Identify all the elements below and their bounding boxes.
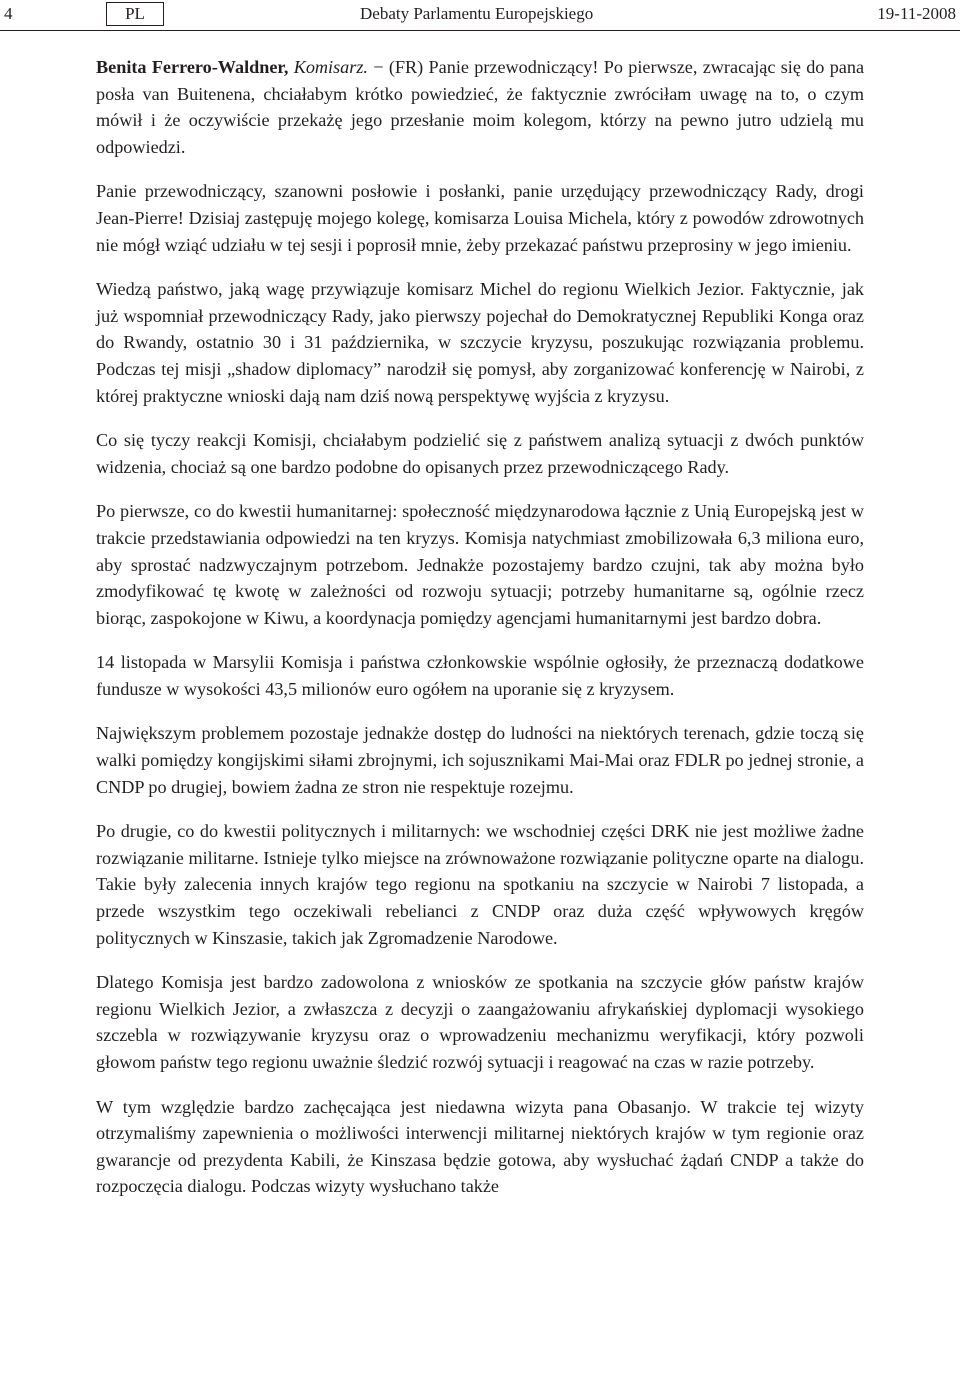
speech-intro-paragraph bbox=[96, 54, 864, 160]
paragraph: Co się tyczy reakcji Komisji, chciałabym podzielić się z państwem analizą sytuacji z dwóch punktów widzenia, chociaż są one bardzo podobne do opisanych przez przewodniczącego Rady. bbox=[96, 430, 864, 477]
speaker-role: Komisarz. bbox=[293, 57, 368, 77]
paragraph: Po pierwsze, co do kwestii humanitarnej: społeczność międzynarodowa łącznie z Unią Europejską jest w trakcie przedstawiania odpowiedzi na ten kryzys. Komisja natychmiast zmobilizowała 6,3 miliona euro, aby sprostać nadzwyczajnym potrzebom. Jednakże pozostajemy bardzo czujni, tak aby można było zmodyfikować tę kwotę w zależności od rozwoju sytuacji; potrzeby humanitarne są, ogólnie rzecz biorąc, zaspokojone w Kiwu, a koordynacja pomiędzy agencjami humanitarnymi jest bardzo dobra. bbox=[96, 501, 864, 628]
paragraph: Po drugie, co do kwestii politycznych i militarnych: we wschodniej części DRK nie jest możliwe żadne rozwiązanie militarne. Istnieje tylko miejsce na zrównoważone rozwiązanie polityczne oparte na dialogu. Takie były zalecenia innych krajów tego regionu na spotkaniu na szczycie w Nairobi 7 listopada, a przede wszystkim tego oczekiwali rebelianci z CNDP oraz duża część wpływowych kręgów politycznych w Kinszasie, takich jak Zgromadzenie Narodowe. bbox=[96, 821, 864, 948]
document-body bbox=[96, 54, 864, 1218]
document-title: Debaty Parlamentu Europejskiego bbox=[360, 4, 594, 23]
page-header bbox=[0, 0, 960, 31]
language-label: PL bbox=[106, 2, 164, 26]
paragraph: W tym względzie bardzo zachęcająca jest niedawna wizyta pana Obasanjo. W trakcie tej wizyty otrzymaliśmy zapewnienia o możliwości interwencji militarnej niektórych krajów w tym regionie oraz gwarancje od prezydenta Kabili, że Kinszasa będzie gotowa, aby wysłuchać żądań CNDP a także do rozpoczęcia dialogu. Podczas wizyty wysłuchano także bbox=[96, 1096, 864, 1197]
document-date: 19-11-2008 bbox=[877, 4, 956, 23]
page-number: 4 bbox=[4, 4, 13, 23]
intro-text: Panie przewodniczący! Po pierwsze, zwracając się do pana posła van Buitenena, chciałabym krótko powiedzieć, że faktycznie zwróciłam uwagę na to, o czym mówił i że oczywiście przekażę jego przesłanie moim kolegom, którzy na pewno jutro udzielą mu odpowiedzi. bbox=[96, 57, 865, 157]
paragraph: 14 listopada w Marsylii Komisja i państwa członkowskie wspólnie ogłosiły, że przeznaczą dodatkowe fundusze w wysokości 43,5 milionów euro ogółem na uporanie się z kryzysem. bbox=[96, 652, 864, 699]
language-marker: − (FR) bbox=[373, 57, 424, 77]
paragraph: Wiedzą państwo, jaką wagę przywiązuje komisarz Michel do regionu Wielkich Jezior. Faktycznie, jak już wspomniał przewodniczący Rady, jako pierwszy pojechał do Demokratycznej Republiki Konga oraz do Rwandy, ostatnio 30 i 31 października, w szczycie kryzysu, poszukując rozwiązania problemu. Podczas tej misji „shadow diplomacy” narodził się pomysł, aby zorganizować konferencję w Nairobi, z której praktyczne wnioski dają nam dziś nową perspektywę wyjścia z kryzysu. bbox=[96, 279, 864, 406]
paragraph: Największym problemem pozostaje jednakże dostęp do ludności na niektórych terenach, gdzie toczą się walki pomiędzy kongijskimi siłami zbrojnymi, ich sojusznikami Mai-Mai oraz FDLR po jednej stronie, a CNDP po drugiej, bowiem żadna ze stron nie respektuje rozejmu. bbox=[96, 723, 864, 797]
speaker-name: Benita Ferrero-Waldner, bbox=[96, 57, 289, 77]
paragraph: Panie przewodniczący, szanowni posłowie i posłanki, panie urzędujący przewodniczący Rady, drogi Jean-Pierre! Dzisiaj zastępuję mojego kolegę, komisarza Louisa Michela, który z powodów zdrowotnych nie mógł wziąć udziału w tej sesji i poprosił mnie, żeby przekazać państwu przeprosiny w jego imieniu. bbox=[96, 181, 864, 255]
paragraph: Dlatego Komisja jest bardzo zadowolona z wniosków ze spotkania na szczycie głów państw krajów regionu Wielkich Jezior, a zwłaszcza z decyzji o zaangażowaniu afrykańskiej dyplomacji wysokiego szczebla w rozwiązywanie kryzysu oraz o wprowadzeniu mechanizmu weryfikacji, który pozwoli głowom państw tego regionu uważnie śledzić rozwój sytuacji i reagować na czas w razie potrzeby. bbox=[96, 972, 864, 1072]
